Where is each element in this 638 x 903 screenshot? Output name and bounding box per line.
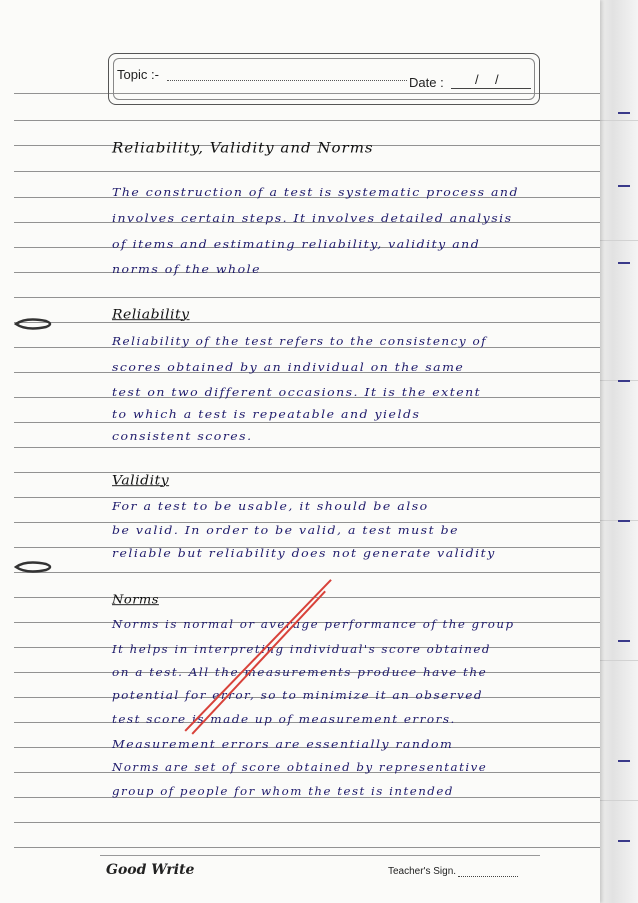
teacher-sign-label: Teacher's Sign.	[388, 866, 457, 877]
intro-line: The construction of a test is systematic process and	[112, 185, 519, 199]
reliability-line: consistent scores.	[112, 429, 253, 443]
norms-line: test score is made up of measurement errors.	[112, 713, 456, 726]
section-heading-norms: Norms	[112, 593, 159, 607]
norms-line: Norms is normal or average performance of the group	[112, 618, 515, 631]
norms-line: group of people for whom the test is intended	[112, 785, 454, 798]
section-heading-validity: Validity	[112, 473, 170, 488]
topic-line	[167, 80, 407, 81]
norms-line: potential for error, so to minimize it an observed	[112, 689, 484, 702]
binder-ring-icon	[14, 317, 54, 331]
reliability-line: scores obtained by an individual on the same	[112, 360, 465, 374]
page-edge-stack	[596, 0, 638, 903]
validity-line: For a test to be usable, it should be also	[112, 499, 429, 513]
topic-date-header: Topic :- Date : / /	[108, 53, 540, 105]
validity-line: be valid. In order to be valid, a test must be	[112, 523, 459, 537]
validity-line: reliable but reliability does not generate validity	[112, 546, 496, 560]
intro-line: of items and estimating reliability, validity and	[112, 237, 481, 251]
norms-line: It helps in interpreting individual's score obtained	[112, 643, 491, 656]
teacher-sign-line	[458, 876, 518, 877]
notebook-brand: Good Write	[106, 862, 195, 878]
norms-line: Measurement errors are essentially random	[112, 737, 454, 751]
intro-line: norms of the whole	[112, 262, 262, 276]
intro-line: involves certain steps. It involves detailed analysis	[112, 211, 513, 225]
reliability-line: test on two different occasions. It is the extent	[112, 385, 482, 399]
page-title: Reliability, Validity and Norms	[112, 139, 374, 156]
binder-ring-icon	[14, 560, 54, 574]
reliability-line: to which a test is repeatable and yields	[112, 407, 421, 421]
norms-line: on a test. All the measurements produce have the	[112, 666, 488, 679]
date-line	[451, 88, 531, 89]
topic-label: Topic :-	[117, 67, 159, 82]
norms-line: Norms are set of score obtained by representative	[112, 761, 488, 774]
reliability-line: Reliability of the test refers to the consistency of	[112, 335, 488, 348]
date-label: Date :	[409, 75, 444, 90]
section-heading-reliability: Reliability	[112, 307, 190, 322]
